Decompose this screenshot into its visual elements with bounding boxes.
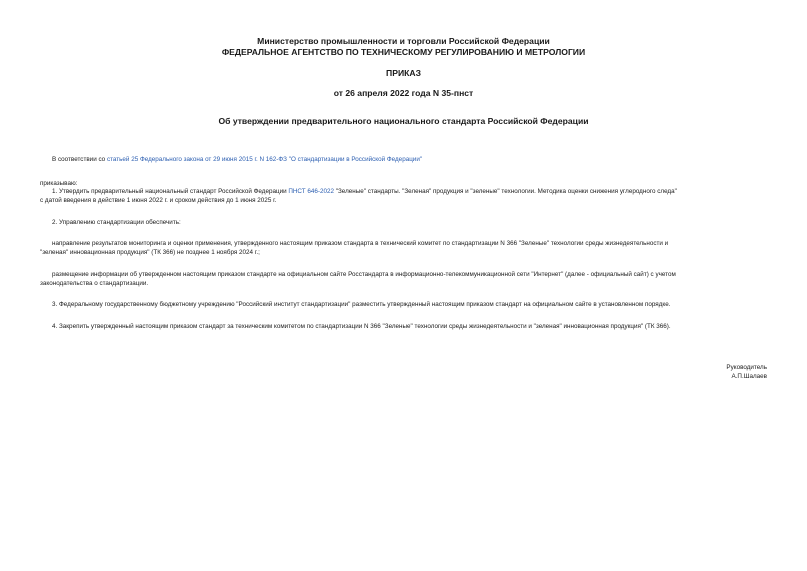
item-4: 4. Закрепить утвержденный настоящим приказом стандарт за техническим комитетом по стандартизации N 366 "Зеленые" технологии среды жизнедеятельности и "зеленая" инновационная продукция" (ТК 366). [52, 323, 671, 330]
ministry-heading: Министерство промышленности и торговли Российской Федерации [257, 36, 550, 46]
date-number-heading: от 26 апреля 2022 года N 35-пнст [333, 88, 474, 98]
preamble [52, 155, 422, 164]
order-word: приказываю: [40, 180, 78, 187]
law-link[interactable]: статьей 25 Федерального закона от 29 июня 2015 г. N 162-ФЗ "О стандартизации в Российской Федерации" [106, 156, 423, 163]
item-1-before: 1. Утвердить предварительный национальный стандарт Российской Федерации [52, 188, 289, 195]
item-1-line-1 [52, 187, 677, 196]
item-1-line-2: с датой введения в действие 1 июня 2022 г. и сроком действия до 1 июня 2025 г. [40, 197, 277, 204]
item-2a-line-2: "зеленая" инновационная продукция" (ТК 366) не позднее 1 ноября 2024 г.; [40, 249, 260, 256]
item-2: 2. Управлению стандартизации обеспечить: [52, 219, 181, 226]
item-3: 3. Федеральному государственному бюджетному учреждению "Российский институт стандартизации" разместить утвержденный настоящим приказом стандарт на официальном сайте в установленном порядке. [52, 301, 671, 308]
signature-position: Руководитель [726, 364, 767, 371]
document-title: Об утверждении предварительного национального стандарта Российской Федерации [218, 116, 589, 126]
signature-name: А.П.Шалаев [731, 373, 767, 380]
item-2a-line-1: направление результатов мониторинга и оценки применения, утвержденного настоящим приказом стандарта в технический комитет по стандартизации N 366 "Зеленые" технологии среды жизнедеятельности и [52, 240, 669, 247]
standard-link[interactable]: ПНСТ 646-2022 [288, 188, 334, 195]
item-2b-line-1: размещение информации об утвержденном настоящим приказом стандарте на официальном сайте Росстандарта в информационно-телекоммуникационной сети "Интернет" (далее - официальный сайт) с учетом [52, 271, 676, 278]
doc-type-heading: ПРИКАЗ [386, 68, 421, 78]
item-1-after: "Зеленые" стандарты. "Зеленая" продукция и "зеленые" технологии. Методика оценки снижения углеродного следа" [333, 188, 677, 195]
agency-heading: ФЕДЕРАЛЬНОЕ АГЕНТСТВО ПО ТЕХНИЧЕСКОМУ РЕГУЛИРОВАНИЮ И МЕТРОЛОГИИ [221, 47, 586, 57]
preamble-prefix: В соответствии со [52, 156, 107, 163]
item-2b-line-2: законодательства о стандартизации. [40, 280, 149, 287]
